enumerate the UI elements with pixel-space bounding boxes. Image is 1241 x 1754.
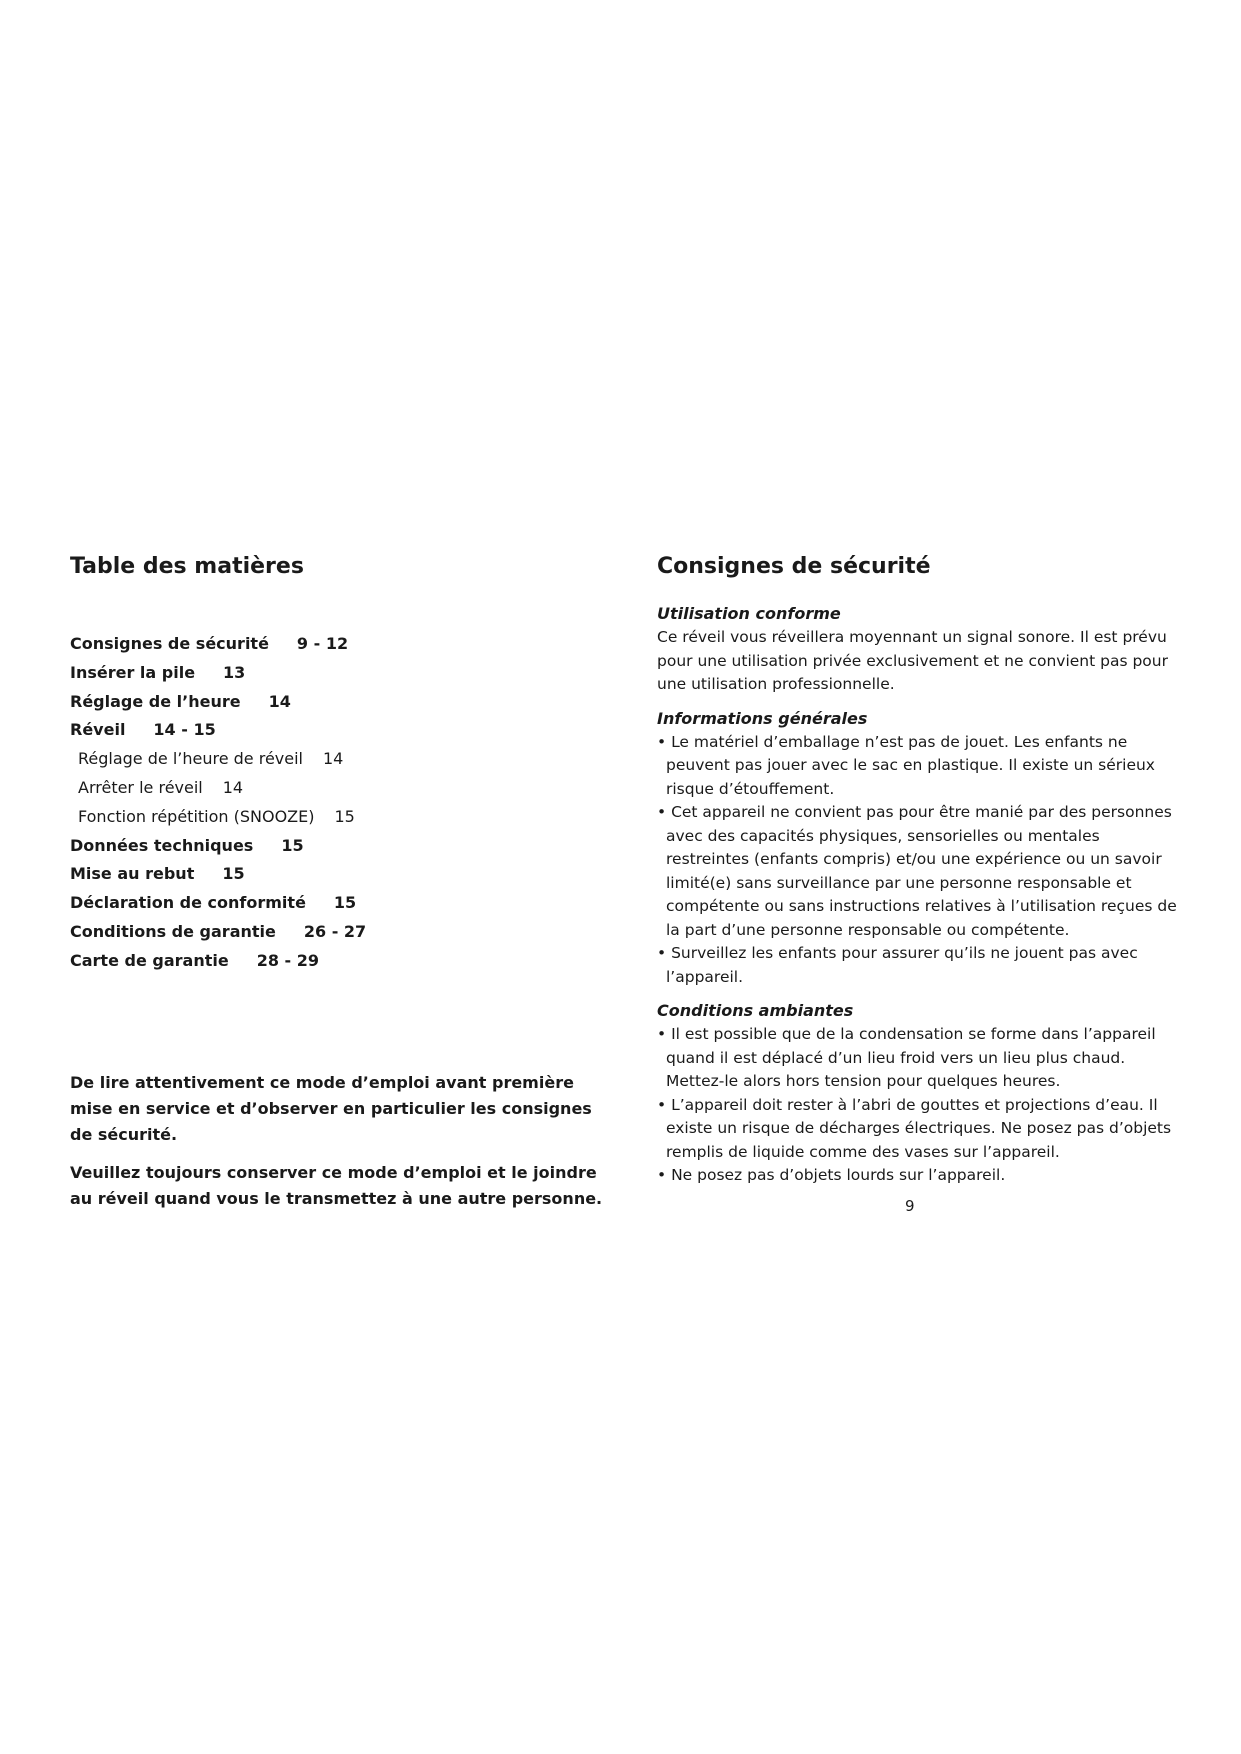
toc-entry xyxy=(70,659,610,688)
safety-instructions xyxy=(657,548,1187,1198)
section-paragraph: Ce réveil vous réveillera moyennant un signal sonore. Il est prévu pour une utilisation privée exclusivement et ne convient pas pour une utilisation professionnelle. xyxy=(657,628,1168,693)
list-item: • Le matériel d’emballage n’est pas de jouet. Les enfants ne peuvent pas jouer avec le sac en plastique. Il existe un sérieux risque d’étouffement. xyxy=(657,732,1155,798)
toc-entry-pages: 9 - 12 xyxy=(296,634,349,653)
list-item: • Il est possible que de la condensation se forme dans l’appareil quand il est déplacé d’un lieu froid vers un lieu plus chaud. Mettez-le alors hors tension pour quelques heures. xyxy=(657,1025,1156,1090)
toc-entry-label: Conditions de garantie xyxy=(70,921,276,941)
section-general-info xyxy=(657,707,1187,990)
section-heading: Informations générales xyxy=(657,708,868,728)
section-intended-use xyxy=(657,602,1187,697)
safety-title: Consignes de sécurité xyxy=(657,554,931,579)
section-ambient-conditions xyxy=(657,999,1187,1188)
section-heading: Utilisation conforme xyxy=(657,604,841,623)
toc-list xyxy=(70,630,610,976)
usage-notes xyxy=(70,1070,610,1224)
toc-entry-label: Réveil xyxy=(70,720,126,740)
toc-entry-label: Mise au rebut xyxy=(70,864,195,884)
toc-subentry xyxy=(70,774,610,803)
toc-entry-label: Arrêter le réveil xyxy=(78,777,203,797)
toc-title: Table des matières xyxy=(70,554,304,579)
toc-entry-pages: 14 xyxy=(268,691,291,711)
toc-entry-pages: 14 xyxy=(323,749,344,769)
list-item: • Cet appareil ne convient pas pour être manié par des personnes avec des capacités physiques, sensorielles ou mentales restreintes (enfants compris) et/ou une expérience ou un savoir limité(e) sans surveillance par une personne responsable et compétente ou sans instructions relatives à l’utilisation reçues de la part d’une personne responsable ou compétente. xyxy=(657,803,1177,939)
toc-entry-label: Réglage de l’heure xyxy=(70,691,241,711)
toc-entry-pages: 14 xyxy=(222,777,244,797)
toc-subentry xyxy=(70,745,610,774)
list-item: • Surveillez les enfants pour assurer qu’ils ne jouent pas avec l’appareil. xyxy=(657,944,1138,986)
toc-entry-pages: 15 xyxy=(334,806,355,826)
toc-entry xyxy=(70,716,610,745)
page-number: 9 xyxy=(905,1197,915,1215)
toc-entry-pages: 15 xyxy=(281,835,304,855)
toc-entry xyxy=(70,918,610,947)
toc-entry-label: Déclaration de conformité xyxy=(70,893,306,913)
toc-entry-label: Fonction répétition (SNOOZE) xyxy=(78,806,315,826)
toc-entry-label: Insérer la pile xyxy=(70,662,196,682)
toc-entry-label: Réglage de l’heure de réveil xyxy=(78,749,303,769)
toc-entry xyxy=(70,889,610,918)
toc-entry-pages: 28 - 29 xyxy=(256,950,319,970)
read-instructions-note: De lire attentivement ce mode d’emploi avant première mise en service et d’observer en particulier les consignes de sécurité. xyxy=(70,1073,592,1144)
toc-entry-label: Données techniques xyxy=(70,835,254,855)
toc-entry-pages: 26 - 27 xyxy=(303,921,367,941)
toc-entry-pages: 15 xyxy=(222,864,245,884)
toc-entry xyxy=(70,688,610,717)
list-item: • Ne posez pas d’objets lourds sur l’appareil. xyxy=(657,1166,1006,1184)
toc-subentry xyxy=(70,803,610,832)
toc-entry xyxy=(70,832,610,861)
list-item: • L’appareil doit rester à l’abri de gouttes et projections d’eau. Il existe un risque de décharges électriques. Ne posez pas d’objets remplis de liquide comme des vases sur l’appareil. xyxy=(657,1095,1172,1161)
toc-entry-label: Consignes de sécurité xyxy=(70,634,269,653)
keep-instructions-note: Veuillez toujours conserver ce mode d’emploi et le joindre au réveil quand vous le transmettez à une autre personne. xyxy=(70,1163,603,1208)
toc-entry-label: Carte de garantie xyxy=(70,950,229,970)
table-of-contents xyxy=(70,548,610,1208)
toc-entry xyxy=(70,947,610,976)
toc-entry xyxy=(70,630,610,659)
toc-entry-pages: 14 - 15 xyxy=(153,720,216,740)
bullet-list xyxy=(657,1023,1187,1188)
toc-entry xyxy=(70,860,610,889)
section-heading: Conditions ambiantes xyxy=(657,1001,854,1020)
toc-entry-pages: 13 xyxy=(223,662,246,682)
toc-entry-pages: 15 xyxy=(333,893,357,913)
bullet-list xyxy=(657,731,1187,990)
